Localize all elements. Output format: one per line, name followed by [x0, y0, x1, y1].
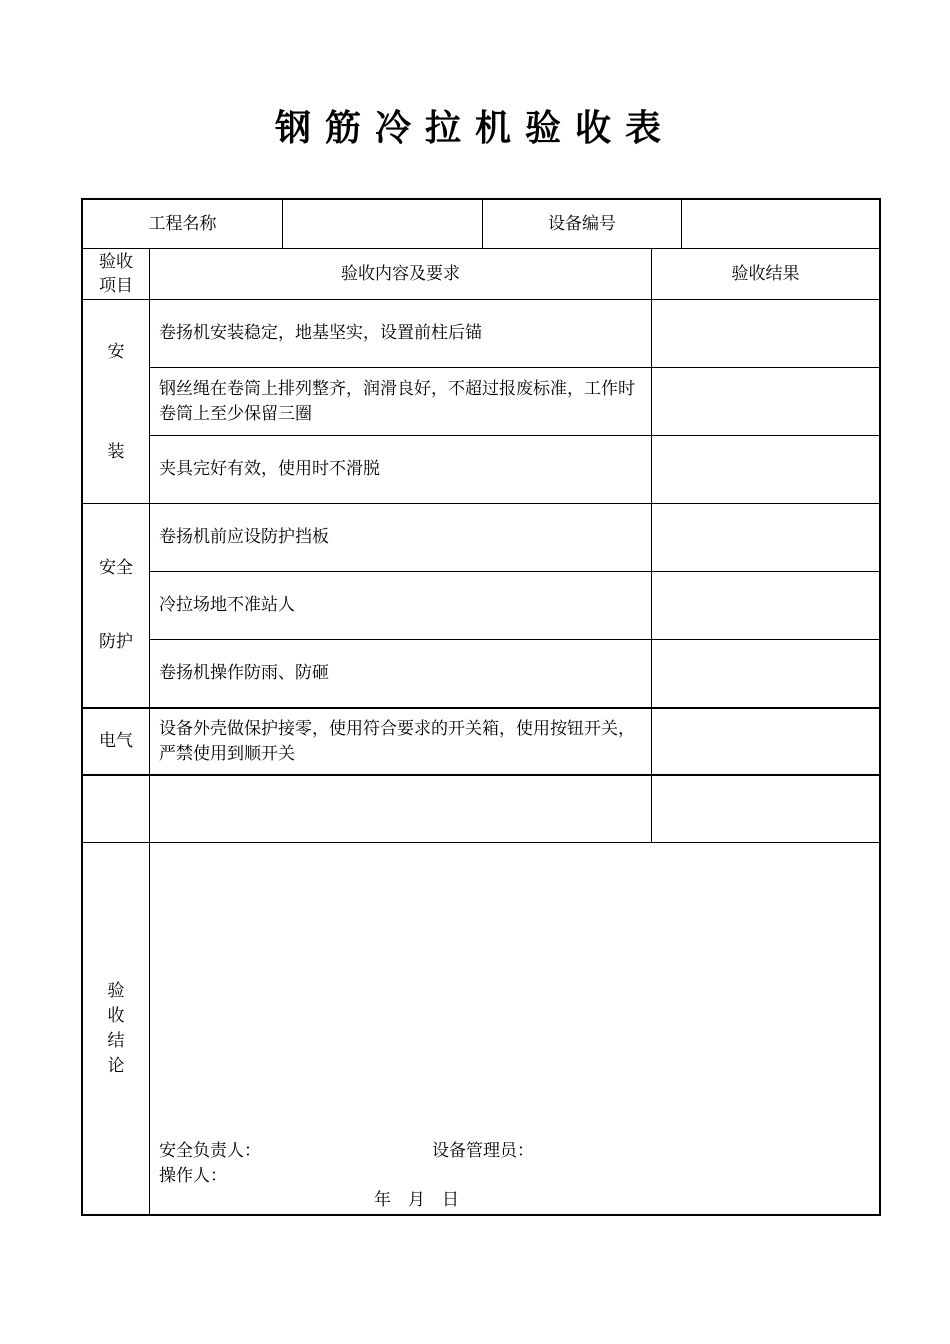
column-header-item-line: 验收 — [99, 252, 133, 272]
equipment-no-label: 设备编号 — [548, 213, 616, 234]
result-field[interactable] — [652, 776, 879, 842]
section-label-blank[interactable] — [83, 776, 149, 842]
requirement-text-blank[interactable] — [150, 776, 651, 842]
section-label-safety-protection — [83, 504, 149, 707]
page-title: 钢筋冷拉机验收表 — [274, 107, 675, 149]
conclusion-label-char: 结 — [107, 1031, 125, 1051]
column-header-result: 验收结果 — [731, 263, 800, 284]
result-field[interactable] — [652, 709, 879, 774]
requirement-text: 夹具完好有效，使用时不滑脱 — [159, 459, 380, 479]
operator-label: 操作人： — [159, 1166, 227, 1186]
requirement-text: 卷扬机安装稳定，地基坚实，设置前柱后锚 — [159, 323, 482, 343]
requirement-text: 冷拉场地不准站人 — [159, 595, 295, 615]
section-label-electrical: 电气 — [99, 731, 133, 751]
acceptance-table — [81, 198, 881, 1216]
requirement-text: 钢丝绳在卷筒上排列整齐，润滑良好，不超过报废标准，工作时卷筒上至少保留三圈 — [159, 378, 635, 424]
result-field[interactable] — [652, 300, 879, 367]
conclusion-label-char: 论 — [107, 1056, 125, 1076]
section-label-char: 安 — [107, 342, 125, 362]
requirement-text: 卷扬机操作防雨、防砸 — [159, 663, 329, 683]
safety-officer-label: 安全负责人： — [159, 1141, 261, 1161]
date-label: 年 月 日 — [374, 1190, 459, 1210]
section-label-part: 防护 — [99, 632, 133, 652]
equipment-manager-label: 设备管理员： — [432, 1141, 534, 1161]
project-name-label: 工程名称 — [148, 213, 217, 234]
result-field[interactable] — [652, 368, 879, 435]
result-field[interactable] — [652, 572, 879, 639]
section-label-part: 安全 — [99, 558, 133, 578]
conclusion-label-char: 收 — [107, 1006, 125, 1026]
requirement-text: 设备外壳做保护接零，使用符合要求的开关箱，使用按钮开关，严禁使用到顺开关 — [159, 718, 635, 764]
conclusion-label — [83, 843, 149, 1214]
conclusion-area[interactable] — [150, 843, 879, 1214]
section-label-installation — [83, 300, 149, 503]
section-label-char: 装 — [107, 442, 125, 462]
column-header-item-line: 项目 — [99, 276, 133, 296]
column-header-content: 验收内容及要求 — [341, 263, 460, 284]
conclusion-label-char: 验 — [107, 981, 125, 1001]
result-field[interactable] — [652, 504, 879, 571]
result-field[interactable] — [652, 640, 879, 707]
result-field[interactable] — [652, 436, 879, 503]
project-name-field[interactable] — [283, 200, 482, 248]
equipment-no-field[interactable] — [682, 200, 879, 248]
column-header-item — [83, 249, 149, 299]
requirement-text: 卷扬机前应设防护挡板 — [159, 527, 329, 547]
conclusion-label-chars — [83, 979, 149, 1079]
